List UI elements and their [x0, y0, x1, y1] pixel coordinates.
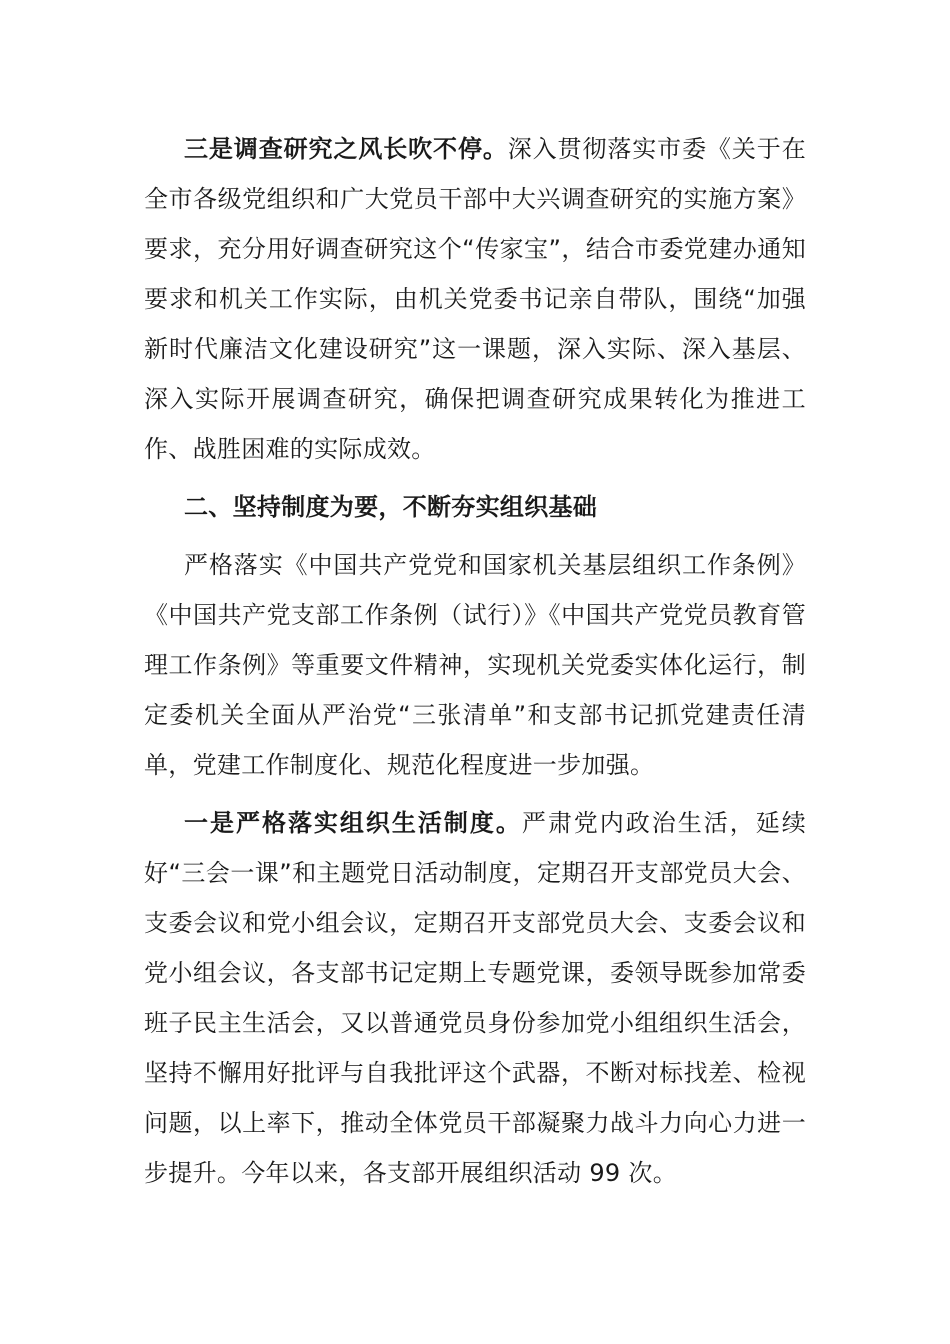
section-heading: 二、坚持制度为要，不断夯实组织基础 — [184, 493, 598, 521]
document-page — [144, 124, 806, 1198]
paragraph-organization-life — [144, 798, 806, 1198]
paragraph-body: 深入贯彻落实市委《关于在全市各级党组织和广大党员干部中大兴调查研究的实施方案》要求，充分用好调查研究这个“传家宝”，结合市委党建办通知要求和机关工作实际，由机关党委书记亲自带队，围绕“加强新时代廉洁文化建设研究”这一课题，深入实际、深入基层、深入实际开展调查研究，确保把调查研究成果转化为推进工作、战胜困难的实际成效。 — [144, 135, 806, 463]
paragraph-research — [144, 124, 806, 474]
paragraph-lead: 三是调查研究之风长吹不停。 — [184, 135, 508, 163]
paragraph-body: 严格落实《中国共产党党和国家机关基层组织工作条例》《中国共产党支部工作条例（试行）》《中国共产党党员教育管理工作条例》等重要文件精神，实现机关党委实体化运行，制定委机关全面从严治党“三张清单”和支部书记抓党建责任清单，党建工作制度化、规范化程度进一步加强。 — [144, 551, 806, 779]
paragraph-lead: 一是严格落实组织生活制度。 — [184, 809, 522, 837]
paragraph-body: 严肃党内政治生活，延续好“三会一课”和主题党日活动制度，定期召开支部党员大会、支委会议和党小组会议，定期召开支部党员大会、支委会议和党小组会议，各支部书记定期上专题党课，委领导既参加常委班子民主生活会，又以普通党员身份参加党小组组织生活会，坚持不懈用好批评与自我批评这个武器，不断对标找差、检视问题，以上率下，推动全体党员干部凝聚力战斗力向心力进一步提升。今年以来，各支部开展组织活动 99 次。 — [144, 809, 806, 1187]
paragraph-regulations — [144, 540, 806, 790]
